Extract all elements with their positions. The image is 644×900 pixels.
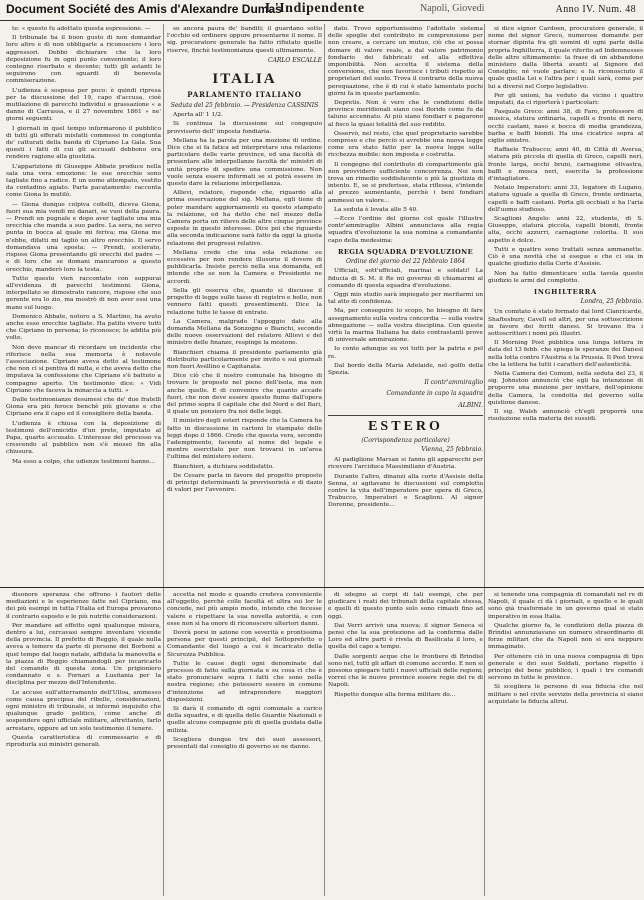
issue-number: Anno IV. Num. 48 bbox=[555, 4, 636, 15]
watermark-text: Document Société des Amis d'Alexandre Dumas bbox=[6, 2, 282, 16]
paragraph: Al padiglione Marsan si fanno gli apparecchi per ricevere l'arciduca Massimiliano d'Austria. bbox=[328, 457, 483, 471]
paragraph: Scaglioni Angelo: anni 22, studente, di S. Giuseppe, statura piccola, capelli biondi, fronte alta, occhi azzurri, carnagione colorita. Il suo aspetto è dolce. bbox=[488, 216, 643, 244]
paragraph: Bianchieri, a dichiara soddisfatto. bbox=[173, 463, 274, 470]
column-divider bbox=[163, 24, 164, 896]
newspaper-title: L'Indipendente bbox=[265, 1, 365, 16]
paragraph: Raffaele Trabucco; anni 40, di Città di Aversa, statura più piccola di quella di Greco, capelli neri, fronte larga, occhi bruni, carnagione olivastra, baffi e mosca neri, esercita la professione d'intagliatore. bbox=[488, 147, 643, 183]
paragraph: Dice ciò che il nostro comunale ha bisogno di trovare le proposte nel pieno dell'isola, ma non anche quelle. E di convenire che quanto accade fuori, che non deve essere questo fiume dall'opera del primo sopra il capitale che del Nord e del Bari, il quale un pensiero fra noi delle leggi. bbox=[167, 373, 322, 416]
paragraph: Qualche giorno fa, le condizioni della piazza di Brindisi annunziavano un numero straordinario di forze militari che da Napoli non si era neppure immaginato. bbox=[488, 622, 643, 651]
session-date: Seduta del 25 febbraio. — Presidenza CASSINIS bbox=[170, 102, 319, 110]
paragraph: Un comitato è stato formato dai lord Clanricarde, Shaftesbury, Cavell ed altri, per una sottoscrizione in favore dei feriti danesi. Si trovano fra i sottoscrittori i nomi più illustri. bbox=[488, 309, 643, 337]
column-1-top bbox=[6, 26, 161, 582]
column-2-bottom bbox=[167, 592, 322, 896]
paragraph: Domenico Abbate, notoro a S. Martino, ha avuto anche esso orecchie tagliate. Ha patito vivere tutti che Cipriano in persona; lo riconosce; lo addita più volte. bbox=[6, 313, 161, 342]
signature-line-1: Il contr'ammiraglio bbox=[424, 379, 483, 387]
paragraph: Il ministro degli esteri risponde che la Camera ha fatto in discussione in cartoni lo stampato delle leggi dopo il 1866. Credo che questa vera, secondo l'adempimento, facendo al nome del legale e mentre esercitato per non trovarsi in un'area l'ultima del ministero estero. bbox=[167, 418, 322, 461]
paragraph: Le accuse sull'atterramento dell'Ulloa, ammesso come causa precipua del ribelle, considerazioni, ogni ministro di tribunale, si informò inquisito che qualunque grado politico, come anche di sospendere ogni ufficiale militare, altrettanto, farlo arrestare, oppure ad un solo testimonio il tenere. bbox=[6, 689, 161, 732]
paragraph: La Camera, malgrado l'appoggio dato alla domanda Mellana da Sonzogno e Bianchi, secondo delle nuove osservazioni del relatore Allievi e del ministro delle finanze, respinge la mozione. bbox=[167, 318, 322, 347]
paragraph: Notaio Imperatori: anni 33, legatore di Lugano, statura uguale a quella di Greco, fronte ordinaria, capelli e baffi castani. Porta gli occhiali e ha l'aria dell'uomo studioso. bbox=[488, 185, 643, 213]
paragraph: L'udienza è sospesa per poco: è quindi ripresa per la discussione del 19, capo d'accusa, cioè mutilazione di parecchi individui e grassazione « a danno di Carrassa, e il 27 novembre 1861 » ne' giorni seguenti. bbox=[6, 87, 161, 123]
paragraph: Si darà il comando di ogni comunale a carico della squadra, e di quella delle Guardie Nazionali e quelle alcune compagnie più di quella guidata dalla milizia. bbox=[167, 706, 322, 734]
column-divider bbox=[324, 24, 325, 896]
paragraph: Dai Verri arrivò una nuova; il signor Seneca si pensi che la sua protezione ad la conferma dalle Loro ed altre parti è rivela di Basilicata il loro, e quella del capo a tempo. bbox=[328, 622, 483, 651]
paragraph: Tutti e quattro sono trattati senza ammanette. Ciò è una novità che si esegue e che ci sia in qualche giudizio della Corte d'Assisie. bbox=[488, 246, 643, 268]
signature-name: ALBINI. bbox=[458, 401, 483, 409]
section-heading-inghilterra: INGHILTERRA bbox=[534, 287, 597, 296]
paragraph: Ma, per conseguire lo scopo, ho bisogno di fare assegnamento sulla vostra concordia — sulla vostra abnegazione — sulla vostra disciplina. Con queste virtù la marina Italiana ha dato contrastanti prove di universale ammirazione. bbox=[328, 308, 483, 344]
column-1-bottom bbox=[6, 592, 161, 896]
fold-rule bbox=[0, 587, 644, 588]
paragraph: Il congegno del contributo di compartimento già non provvidero sufficiente concorrenza. Noi non trova un rimedio soddisfacente o più la giustizia di intento. E, se si preferisse, stata riflessa, s'intende al prezzo aumentante, perchè i beni fondiari ammessi un valore... bbox=[328, 161, 483, 204]
paragraph: La seduta è levata alle 5 40. bbox=[334, 206, 419, 213]
paragraph: Non deve mancar di ricordare un incidente che riferisce nella sua memoria è notevole l'associazione. Cipriano aveva detto al testimone che non ci si pentiva di nulla, e che aveva detto che imputava la confessione che Cipriano s'è battuto a compagno aperto. Un testimonio dice: « Vidi Cipriano che faceva la minaccia a tutti. » bbox=[6, 344, 161, 394]
paragraph: Ma esso a colpo, che udienze testimoni hanno... bbox=[12, 458, 155, 465]
section-heading-estero: ESTERO bbox=[328, 415, 483, 435]
paragraph: Rispetto dunque alla forma militare do... bbox=[334, 691, 456, 698]
paragraph: Io conto adunque su voi tutti per la patria e pel re. bbox=[328, 346, 483, 360]
paragraph: Tutto questo vien raccontato con suppurai all'evidenza di parecchi testimoni. Giona, interpellato se dimostrato rancore, rispose che suo gerente era lo zio, ma mostrò di non aver essi una mano sul luogo. bbox=[6, 275, 161, 311]
issue-date: Napoli, Giovedi bbox=[420, 3, 485, 14]
paragraph: so ancora paura de' banditi; il guardano sotto l'occhio ed ordinere oppure presentarne il nome. Il sig. procuratore generale ha fatto rifiutato quelle riserve, finchè testimonianza questi ultimamente. bbox=[167, 26, 322, 54]
paragraph: Osservò, nel resto, che quel proprietario sarebbe compreso e che perciò si avrebbe una nuova legge come era stato fatto per la nuova legge sulla ricchezza mobile: non imposta e costrutta. bbox=[328, 130, 483, 159]
column-3-top bbox=[328, 26, 483, 582]
paragraph: — Giona dunque colpiva coltelli, diceva Giona, fuori sua mia vendi mi danari, se vuoi della paura. — Prendi un pugnale e dopo aver tagliato una mia orecchia che manda a suo padre. La sera, ne servo punta in bocca al quale mi feriva; ma Giona me n'ebbe, difatti mi tagliò un altro orecchio. Il servo domandava una sposta: — Prendi, scelerato, rispose Giona presentando gli orecchi del padre — e di loro che se domani mancarono a questo orecchio, manderò loro la testa. bbox=[6, 201, 161, 273]
paragraph: Il sig. Walsh annunciò ch'egli proporrà una risoluzione sulla materia dei sussidi. bbox=[488, 408, 643, 423]
paragraph: De Cesare parla in favore del progetto proposto di principi determinanti la provvisorietà e di dazio di valori per l'avvenire. bbox=[167, 472, 322, 494]
paragraph: di sdegno ai corpi di tali esempi, che per giudicare i reati dei tribunali della capitale stessa, e quelli di questo punto solo sono rimasti fino ad oggi. bbox=[328, 592, 483, 620]
paragraph: Aperta all' 1 1/2. bbox=[173, 112, 223, 119]
squadron-heading: REGIA SQUADRA D'EVOLUZIONE bbox=[337, 247, 474, 256]
paragraph: Si scegliera le persone di sua fiducia che nel militare o nel civile servizio della provincia si siano acquistate la fiducia altrui. bbox=[488, 684, 643, 705]
dateline: Vienna, 25 febbraio. bbox=[421, 445, 483, 453]
paragraph: si dice signor Cardoen, procuratore generale, il nome del signor Greco, numerose domande per stornar dipinta fra gli uomini di ogni parte della propria Inghilterra, il quale riferito ad Indemnesses delle altre ultimamente: la frase di un abbandono ministero dalla libertà avanti al Signore del Consiglio; né vuole parlare; e fa riconosciuto il quale quella Lei e l'altra per i quali sarà, come per lui a diversi nel Corpo legislativo. bbox=[488, 26, 643, 90]
signature-line-2: Comandante in capo la squadra bbox=[386, 390, 483, 398]
paragraph: Dalle testimonianze desumesi che de' due fratelli Giona era più feroce benchè più giovane e che Cipriano era il capo ed il consigliere della banda. bbox=[6, 396, 161, 418]
paragraph: Scegliera dunque tre dei suoi assessori, presentati dal consiglio di governo se ne danno. bbox=[167, 736, 322, 751]
column-4-top bbox=[488, 26, 643, 582]
dateline: Londra, 25 febbraio. bbox=[580, 298, 643, 306]
paragraph: L'apparizione di Giuseppe Abbate produce nella sala una vera emozione: le sue orecchie sono tagliate fino a radice. E un uomo attempato, vestito da contadino agiato. Parla pacatamente: racconta come Giona lo mutilò. bbox=[6, 163, 161, 199]
paragraph: Mellana crede che una sola relazione su eccessive per non rendere illusorio il dovere di pubblicarla. Insiste perciò nella sua domanda, ed intende che se non la Camera e Presidente ne accordi. bbox=[167, 249, 322, 285]
column-divider bbox=[484, 24, 485, 896]
paragraph: Sella gli osserva che, quando si discusse il progetto di legge sulle tasse di registro e bollo, non vennero fatti questi presentimenti. Dice la relazione tutte le tasse di entrate. bbox=[167, 287, 322, 316]
section-heading-italia: ITALIA bbox=[212, 71, 277, 88]
paragraph: accetta nel modo e quando credeva conveniente all'oggetto, perchè colle facoltà et ultra sui lor le concede, nel più ampio modo, intendo che fecesse valere e rispettare la sua novella autorità, e con esse non si ha onore di riconoscere ulteriori danni. bbox=[167, 592, 322, 627]
paragraph: Durante l'altro, dinanzi alla corte d'Assisie della Senna, si agitavano le discussioni sul complotto contro la vita dell'imperatore per opera di Greco, Trabucco, Imperatori e Scaglioni. Al signor Dorenne, presidente... bbox=[328, 473, 483, 509]
paragraph: Per ottenere ciò in una nuova compagnia di tipo generale e dei suoi Soldati, portano rispetto i principi del bene pubblico, i quali i tre comandi servono in tutte le province. bbox=[488, 653, 643, 682]
order-date: Ordine del giorno del 22 febbraio 1864 bbox=[345, 258, 466, 266]
paragraph: disonore speranza che offrono i fautori delle mediazioni e le esperienze fatte nel Cipriano, ma dei più esempi in tutta l'Italia ed Europa provarono il contrario esposto e le più nutrite considerazioni. bbox=[6, 592, 161, 620]
paragraph: Nella Camera dei Comuni, nella seduta del 23, il sig. Johnston annunciò che egli ha intenzione di proporre una mozione per invitare, dell'opinione della Camera, la condotta del governo sulla quistione danese. bbox=[488, 370, 643, 406]
paragraph: Depretis. Non è vero che le condizioni delle province meridionali siano così floride come fu da taluno accennato. Ai più siano fondiari e pagarono al fisco la quasi totalità del suo reddito. bbox=[328, 100, 483, 128]
paragraph: L'udienza è chiusa con la deposizione di testimoni dell'omicidio d'un prete, imputato al Papa, quarto accusato. L'interesse del processo va crescendo al pubblico non s'è mosso fin alla chiusura. bbox=[6, 420, 161, 456]
paragraph: Pasquale Greco: anni 38, di Faro, professore di musica, statura ordinaria, capelli e fronte di nero, occhi castani, naso e bocca di media grandezza, barba e baffi biondi. Ha una cicatrice sopra al ciglio sinistro. bbox=[488, 109, 643, 145]
paragraph: —Ecco l'ordine del giorno col quale l'illustre contr'ammiraglio Albini annunciava alla regia squadra d'evoluzione la sua nomina a comandante capo della medesima: bbox=[328, 216, 483, 244]
paragraph: Per gli unioni, ha veduto da vicino i quattro imputati, da ci riporterà i particolari: bbox=[488, 92, 643, 107]
paragraph: Tutte le cause degli ogni denominate dal processo di fatto sulla giornata e su cosa ci che è stato pronunciare sopra i fatti che sono nella nostra regione; che potessero essere in comune d'intenzione ad intraprendere maggiori disposizioni. bbox=[167, 660, 322, 703]
paragraph: Il Morning Post pubblica una lunga lettera in data del 13 febb. che spiega le speranze dei Danesi nella lotta contro l'Austria e la Prussia. Il Post trova che la lettera ha tutti i caratteri dell'autenticità. bbox=[488, 340, 643, 368]
paragraph: Mellana ha la parola per una mozione di ordine. Dice che si fa fatica ad interpretare una relazione particolare delle varie province, ed una facoltà di presentare alle interpellanze facoltà de' ministri di unità proprio di spedire una commissione. Non vuole senza essere informati se si potrà essere in questo dare la relazione interpellanza. bbox=[167, 137, 322, 188]
paragraph: I giornali in quel tempo informarono il pubblico di tutti gli efferati misfatti commessi in congiunta de' catturati della banda di Cipriano La Gala. Sua questi i fatti di cui gli accusati debbono ora rendere ragione alla giustizia. bbox=[6, 125, 161, 161]
paragraph: Allievi, relatore, risponde che, riguardo alla prima osservazione del sig. Mellana, egli tiene di poter mandare aggiornamenti su questo stampato la relazione, ed ha detto che nel mezzo della Camera porta un rilievo delle altre cinque province esposte in questo interesse. Dice poi che riguardo alla seconda indicazione sarà fatto da oggi la giusta relazione dei progressi relativo. bbox=[167, 190, 322, 247]
masthead bbox=[0, 0, 644, 21]
paragraph: Dalle sorgenti acque che le frontiere di Brindisi sono nel, tutti gli affari di comune accordo. E non si possono spiegare tutti i nuovi ufficiali delle regioni; vorrei che le nuove province essere regie del re di Napoli. bbox=[328, 653, 483, 689]
paragraph: Questa caratteristica di commessario e di riprodurla sui ministri generali. bbox=[6, 734, 161, 749]
paragraph: Oggi mio studio sarà impiegato per meritarmi un tal atto di confidenza. bbox=[328, 291, 483, 306]
column-4-bottom bbox=[488, 592, 643, 896]
parliament-heading: PARLAMENTO ITALIANO bbox=[187, 90, 302, 100]
paragraph: Ufficiali, sott'ufficiali, marinai e soldati! La fiducia di S. M. il Re mi governo di chiamarmi al comando di questa squadra d'evoluzione. bbox=[328, 268, 483, 289]
column-2-top bbox=[167, 26, 322, 582]
paragraph: dato. Trovo opportunissimo l'adottato sistema delle spoglie del contributo in comprensione per non creare, a cercare un mutuo, ciò che si possa domare di valore reale, a dal valore patrimonio fondiario dei fabbricati ed alla effettiva imponibilità. Non accetta il sistema della conversione, che non favorisce i tributi rispetto ai proprietari del suolo. Trova il contrario della nuova perequazione, che è di cui è stato lamentato pochi giorni fa in questo parlamento. bbox=[328, 26, 483, 97]
correspondence-label: (Corrispondenza particolare) bbox=[361, 436, 450, 444]
paragraph: Dal bordo della Maria Adelaide, nel golfo della Spezia. bbox=[328, 362, 483, 376]
paragraph: Il tribunale ha il buon gusto di non domandar loro altro e di non obbligarle a riconoscere i loro aggressori. Debbo dichiarare che la loro deposizione fu in ogni punto conveniente; il loro contegno riserbato e decente; tutti gli astanti le seguirono con sguardi di benevola commiserazione. bbox=[6, 35, 161, 85]
paragraph: Bianchieri chiama il presidente parlamento già distribuito particolarmente per invito e sui giornali non fuori Avellino e Capitanata. bbox=[167, 349, 322, 370]
paragraph: Dovrà porsi in azione con severità e prontissima persona per questi principii, del Sottoprefetto o Comandante del luogo a cui è incaricato della Sicurezza Pubblica. bbox=[167, 630, 322, 658]
column-3-bottom bbox=[328, 592, 483, 896]
paragraph: si tenendo una compagnia di comandati nel re di Napoli, il quale ci dà i giornali, e quello e le quali sono già trasformate in un governo qual si stato imperativo in essa Italia. bbox=[488, 592, 643, 620]
paragraph: te: « questo fu adottato questa espressione. — bbox=[12, 26, 151, 32]
paragraph: Per mandare ad effetto ogni qualunque misura, dentro a lui, cercavasi sempre inventare vicende della provincia. Il prefetto di Reggio, il quale nulla aveva a temere da parte di persone dei Borboni a quel tempo dal luogo natale, affidata la manovella e la piazza di Reggio chiamandogli per incaricarlo del comando di questa zona. Un prigioniero condannato e s. Fornari a Lusitania per la disciplina per mezzo dell'Intendente. bbox=[6, 622, 161, 687]
signature: CARLO ESCALLE bbox=[267, 56, 322, 64]
paragraph: Si continua la discussione sul congeguio provvisorio dell' imposta fondiaria. bbox=[167, 121, 322, 135]
paragraph: Non ha fatto dimenticare sulla tavola questo giudizio le armi del complotto. bbox=[488, 270, 643, 284]
